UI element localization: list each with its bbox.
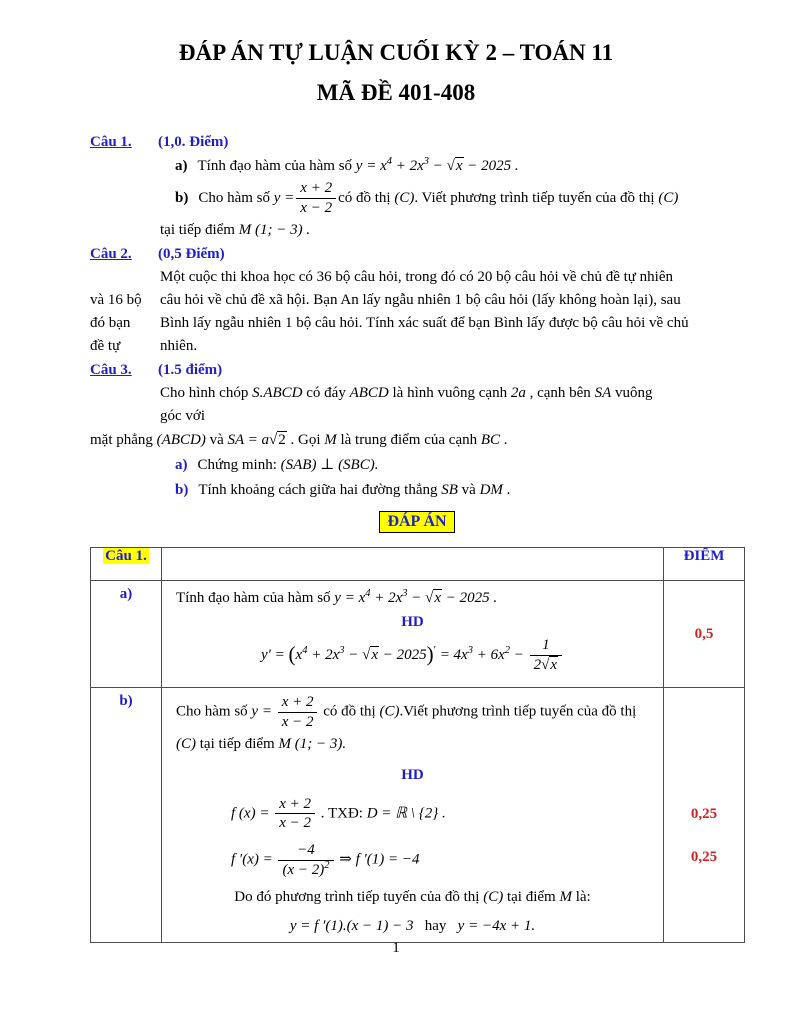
text-segment: + 2x <box>307 646 340 663</box>
text-segment: (C) <box>394 190 415 206</box>
text-segment: tại điểm <box>503 888 560 905</box>
text-segment: 3 <box>339 644 345 656</box>
fraction <box>294 179 338 218</box>
text-segment: TXĐ: <box>327 805 367 822</box>
text-segment: y = x <box>355 158 387 174</box>
row-a-score-cell <box>664 581 745 688</box>
text-segment: ⇒ <box>335 851 356 868</box>
fraction-denominator <box>296 199 336 218</box>
question-3a-label: a) <box>175 457 188 473</box>
text-segment: tại tiếp điểm <box>196 735 279 752</box>
header-question-cell <box>91 548 162 581</box>
margin-word: đề tự <box>90 338 121 354</box>
text-segment: 2 <box>504 644 510 656</box>
text-segment: M <box>324 432 337 448</box>
question-1b-row <box>90 178 744 218</box>
question-2-heading <box>90 242 744 266</box>
fraction <box>273 795 317 834</box>
text-segment: D = ℝ \ {2} . <box>366 805 446 822</box>
fpx-expression-post <box>336 852 420 868</box>
document-header <box>0 0 792 106</box>
text-segment: y = x <box>334 590 366 606</box>
text-segment: S.ABCD <box>252 385 303 401</box>
answer-table <box>90 547 745 943</box>
fraction-numerator <box>296 179 336 199</box>
row-b-label: b) <box>119 693 133 709</box>
text-segment: là hình vuông cạnh <box>388 385 511 401</box>
text-segment: Tính đạo hàm của hàm số <box>176 590 335 606</box>
question-3-label: Câu 3. <box>90 362 132 378</box>
question-1a-row <box>90 154 744 178</box>
text-segment: 3 <box>402 588 408 600</box>
row-b-score-1: 0,25 <box>690 806 718 822</box>
text-segment: √ <box>541 656 550 673</box>
text-segment: , cạnh bên <box>525 385 595 401</box>
text-segment: 2 <box>324 859 330 871</box>
text-segment: ) <box>426 641 434 666</box>
text-segment: f ′(x) = <box>231 851 277 868</box>
text-segment: (C) <box>379 703 400 720</box>
fraction-numerator <box>278 693 318 713</box>
question-3b-label: b) <box>175 482 189 498</box>
text-segment: có đáy <box>302 385 350 401</box>
text-segment: (C) <box>483 888 504 905</box>
text-segment: DM <box>479 482 503 498</box>
text-segment: y = f ′(1).(x − 1) − 3 <box>289 917 414 934</box>
question-3-points: (1.5 điểm) <box>158 362 223 378</box>
text-segment: f ′(1) = −4 <box>355 851 420 868</box>
answers-heading-wrap <box>90 511 744 533</box>
fraction-denominator <box>278 861 333 880</box>
fraction <box>528 636 564 675</box>
question-1b-line2 <box>90 218 744 242</box>
question-3b-row <box>90 478 744 503</box>
fpx-expression-pre <box>231 852 276 868</box>
question-1b-label: b) <box>175 190 189 206</box>
row-b-body-cell <box>162 688 664 943</box>
question-3-line3 <box>90 428 744 453</box>
row-a-statement <box>176 586 649 610</box>
text-segment: là: <box>571 888 591 905</box>
text-segment: có đồ thị <box>319 703 380 720</box>
row-b-statement-pre <box>176 704 276 720</box>
text-segment: .Viết phương trình tiếp tuyến của đồ thị <box>399 703 637 720</box>
text-segment: . <box>316 805 328 822</box>
text-segment: + 6x <box>472 646 505 663</box>
text-segment: 2 <box>533 656 542 673</box>
text-segment: x + 2 <box>281 694 314 710</box>
header-empty-cell <box>162 548 664 581</box>
text-segment: √ <box>362 646 371 663</box>
margin-word <box>90 266 160 289</box>
text-segment: Chứng minh: <box>197 457 281 473</box>
text-segment: và <box>457 482 480 498</box>
row-a-score: 0,5 <box>694 625 714 642</box>
question-2-text: Một cuộc thi khoa học có 36 bộ câu hỏi, trong đó có 20 bộ câu hỏi về chủ đề tự nhiên <box>160 269 674 285</box>
text-segment: 2 <box>278 432 286 448</box>
fx-expression-post <box>317 805 446 821</box>
row-a-label: a) <box>119 586 133 602</box>
question-2-points: (0,5 Điểm) <box>158 246 225 262</box>
text-segment: − <box>344 646 363 663</box>
question-3b-text <box>198 478 510 503</box>
text-segment: 4 <box>386 156 392 168</box>
text-segment: + 2x <box>391 158 424 174</box>
fraction-numerator <box>275 795 315 815</box>
fraction-numerator <box>530 636 562 656</box>
row-a-body-cell <box>162 581 664 688</box>
row-b-tangent-equation <box>176 914 649 938</box>
text-segment: x − 2 <box>279 815 311 832</box>
derivative-expression <box>260 641 528 666</box>
questions-section <box>90 130 744 943</box>
row-b-score-2: 0,25 <box>690 849 718 865</box>
header-points-label: ĐIỂM <box>683 548 725 564</box>
text-segment: − <box>407 590 426 606</box>
question-2-line <box>90 289 744 312</box>
text-segment: SA <box>594 385 612 401</box>
margin-word: đó bạn <box>90 315 131 331</box>
text-segment: 4 <box>365 588 371 600</box>
question-1-heading <box>90 130 744 154</box>
text-segment: 4 <box>302 644 308 656</box>
question-2-text: Bình lấy ngẫu nhiên 1 bộ câu hỏi. Tính xác suất để bạn Bình lấy được bộ câu hỏi về chủ <box>160 315 689 331</box>
row-a-label-cell <box>91 581 162 688</box>
answers-heading-badge: ĐÁP ÁN <box>379 511 454 533</box>
text-segment: f (x) = <box>231 805 274 822</box>
fraction-denominator <box>278 713 318 732</box>
question-1a-text <box>198 154 519 178</box>
text-segment: y′ = <box>260 646 289 663</box>
text-segment: ′ <box>433 644 436 656</box>
text-segment: BC <box>480 432 501 448</box>
text-segment: . Gọi <box>286 432 325 448</box>
text-segment: √ <box>446 158 455 174</box>
question-2-text: nhiên. <box>160 338 198 354</box>
text-segment: Tính đạo hàm của hàm số <box>197 158 356 174</box>
row-b-derivative-value <box>231 841 649 880</box>
text-segment: Tính khoảng cách giữa hai đường thẳng <box>198 482 442 498</box>
text-segment: x + 2 <box>279 795 311 812</box>
fraction-numerator <box>278 841 333 861</box>
text-segment: là trung điểm của cạnh <box>336 432 481 448</box>
answer-row-b <box>91 688 745 943</box>
text-segment: x + 2 <box>300 179 333 196</box>
question-1-label: Câu 1. <box>90 134 132 150</box>
row-b-conclusion <box>176 885 649 909</box>
row-b-statement <box>176 693 649 757</box>
text-segment: . <box>502 482 511 498</box>
text-segment: M (1; − 3). <box>278 735 347 752</box>
text-segment: x <box>371 646 379 663</box>
text-segment: x <box>550 656 558 673</box>
text-segment: y = <box>273 190 295 206</box>
row-b-hd-label: HD <box>401 766 424 783</box>
text-segment: Cho hàm số <box>198 190 274 206</box>
row-b-score-cell <box>664 688 745 943</box>
text-segment: tại tiếp điểm <box>160 222 239 238</box>
text-segment: (SAB) ⊥ (SBC). <box>280 457 379 473</box>
question-3a-text <box>198 453 379 478</box>
text-segment: x <box>434 590 442 606</box>
question-2-text: câu hỏi về chủ đề xã hội. Bạn An lấy ngẫu nhiên 1 bộ câu hỏi (lấy không hoàn lại), sau <box>160 292 681 308</box>
text-segment: ABCD <box>349 385 389 401</box>
text-segment: −4 <box>297 842 315 858</box>
header-points-cell <box>664 548 745 581</box>
fx-expression-pre <box>231 805 273 821</box>
question-2-label: Câu 2. <box>90 246 132 262</box>
text-segment: . <box>500 432 508 448</box>
text-segment: √ <box>425 590 434 606</box>
text-segment: Cho hàm số <box>176 703 252 720</box>
text-segment: 1 <box>542 637 550 653</box>
text-segment: (C) <box>176 735 196 752</box>
doc-title-line1: ĐÁP ÁN TỰ LUẬN CUỐI KỲ 2 – TOÁN 11 <box>178 40 614 65</box>
table-header-row <box>91 548 745 581</box>
text-segment: − 2025 <box>379 646 427 663</box>
text-segment: Do đó phương trình tiếp tuyến của đồ thị <box>234 888 484 905</box>
text-segment: − <box>429 158 447 174</box>
text-segment: y = <box>251 703 276 720</box>
text-segment: x − 2 <box>300 199 333 216</box>
text-segment: x <box>455 158 463 174</box>
text-segment: − 2025 . <box>442 590 498 606</box>
margin-word: và 16 bộ <box>90 292 142 308</box>
question-1a-label: a) <box>175 158 188 174</box>
text-segment: y = −4x + 1. <box>457 917 536 934</box>
text-segment: − 2025 . <box>463 158 519 174</box>
row-b-label-cell <box>91 688 162 943</box>
text-segment: M <box>559 888 572 905</box>
text-segment: mặt phẳng <box>90 432 157 448</box>
question-1b-text-post <box>338 186 678 210</box>
text-segment: + 2x <box>370 590 403 606</box>
question-2-line <box>90 312 744 335</box>
fraction <box>276 693 320 732</box>
text-segment: 3 <box>423 156 430 168</box>
text-segment: hay <box>413 917 458 934</box>
page-number: 1 <box>392 940 400 956</box>
text-segment: 3 <box>467 644 473 656</box>
fraction <box>276 841 335 880</box>
text-segment: M (1; − 3) . <box>238 222 311 238</box>
row-a-hd-label: HD <box>401 614 424 630</box>
text-segment: (ABCD) <box>156 432 206 448</box>
row-b-function-domain <box>231 795 649 834</box>
doc-title-line2: MÃ ĐỀ 401-408 <box>316 80 476 105</box>
text-segment: (C) <box>658 190 679 206</box>
text-segment: − <box>510 646 528 663</box>
fraction-denominator <box>275 814 315 833</box>
text-segment: x − 2 <box>281 713 314 730</box>
text-segment: 2a <box>510 385 526 401</box>
text-segment: (x − 2) <box>282 861 325 878</box>
text-segment: vuông <box>611 385 653 401</box>
question-1b-text-pre <box>198 186 294 210</box>
text-segment: . Viết phương trình tiếp tuyến của đồ thị <box>414 190 659 206</box>
text-segment: = 4x <box>435 646 468 663</box>
text-segment: SA = a <box>227 432 269 448</box>
answer-row-a <box>91 581 745 688</box>
text-segment: Cho hình chóp <box>160 385 253 401</box>
question-2-line <box>90 266 744 289</box>
question-1-points: (1,0. Điểm) <box>158 134 229 150</box>
question-2-line <box>90 335 744 358</box>
text-segment: √ <box>269 432 278 448</box>
text-segment: SB <box>441 482 458 498</box>
question-3-line2: góc với <box>160 408 206 424</box>
question-3a-row <box>90 453 744 478</box>
question-3-heading <box>90 358 744 382</box>
fraction-denominator <box>530 656 562 675</box>
header-question-label: Câu 1. <box>105 548 147 564</box>
text-segment: có đồ thị <box>338 190 395 206</box>
text-segment: x <box>295 646 303 663</box>
text-segment: và <box>205 432 228 448</box>
text-segment: ( <box>288 641 296 666</box>
question-3-line1 <box>90 382 744 405</box>
row-a-solution-formula <box>176 636 649 675</box>
